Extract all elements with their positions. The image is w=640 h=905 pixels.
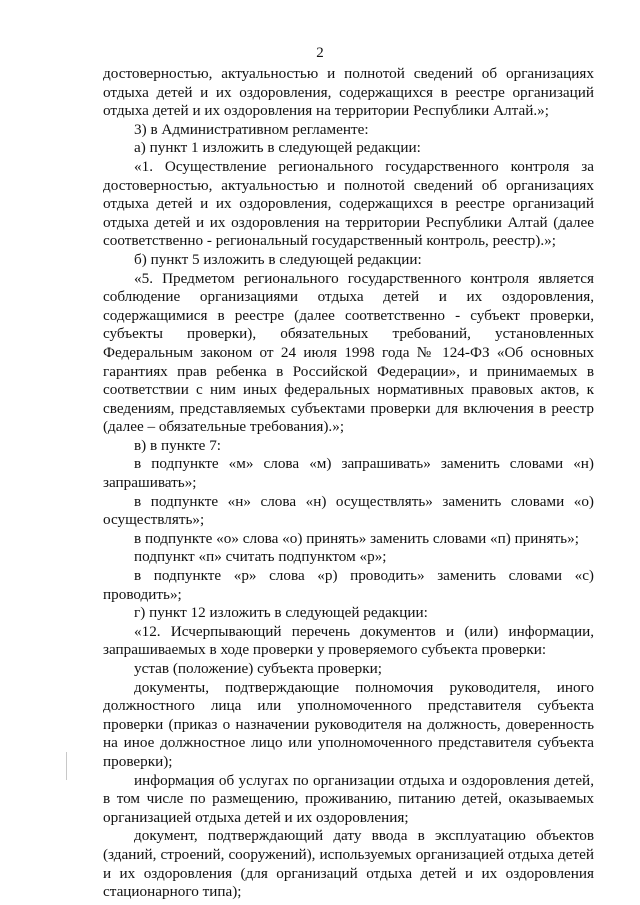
page-number: 2: [316, 45, 324, 61]
paragraph-list-authority-documents: документы, подтверждающие полномочия руководителя, иного должностного лица или уполномоченного представителя субъекта проверки (приказ о назначении руководителя на должность, доверенность на иное должностное лицо или уполномоченного представителя субъекта проверки);: [103, 678, 594, 770]
paragraph-continuation: достоверностью, актуальностью и полнотой сведений об организациях отдыха детей и их оздоровления, содержащихся в реестре организаций отдыха детей и их оздоровления на территории Республики Алтай.»;: [103, 65, 594, 120]
paragraph-subpoint-o: в подпункте «о» слова «о) принять» заменить словами «п) принять»;: [134, 529, 579, 547]
paragraph-subpoint-n: в подпункте «н» слова «н) осуществлять» заменить словами «о) осуществлять»;: [103, 492, 594, 529]
paragraph-list-charter: устав (положение) субъекта проверки;: [134, 660, 382, 677]
paragraph-item-3: 3) в Административном регламенте:: [134, 120, 369, 138]
paragraph-subpoint-p: подпункт «п» считать подпунктом «р»;: [134, 548, 387, 566]
paragraph-subitem-a: а) пункт 1 изложить в следующей редакции:: [134, 139, 421, 157]
paragraph-subpoint-m: в подпункте «м» слова «м) запрашивать» заменить словами «н) запрашивать»;: [103, 455, 594, 492]
document-body: [103, 65, 594, 902]
paragraph-subitem-g: г) пункт 12 изложить в следующей редакции:: [134, 604, 428, 622]
paragraph-clause-5: «5. Предметом регионального государственного контроля является соблюдение организациями отдыха детей и их оздоровления, содержащимися в реестре (далее соответственно - субъект проверки, субъекты проверки), обязательных требований, установленных Федеральным законом от 24 июля 1998 года № 124-ФЗ «Об основных гарантиях прав ребенка в Российской Федерации», и принимаемых в соответствии с ним иных федеральных нормативных правовых актов, к сведениям, представляемых субъектами проверки для включения в реестр (далее – обязательные требования).»;: [103, 269, 594, 436]
paragraph-list-commissioning-document: документ, подтверждающий дату ввода в эксплуатацию объектов (зданий, строений, сооружений), используемых организацией отдыха детей и их оздоровления (для организаций отдыха детей и их оздоровления стационарного типа);: [103, 827, 594, 901]
paragraph-subitem-v: в) в пункте 7:: [134, 436, 222, 454]
paragraph-clause-1: «1. Осуществление регионального государственного контроля за достоверностью, актуальностью и полнотой сведений об организациях отдыха детей и их оздоровления, содержащихся в реестре организаций отдыха детей и их оздоровления на территории Республики Алтай (далее соответственно - региональный государственный контроль, реестр).»;: [103, 157, 594, 250]
paragraph-list-services-info: информация об услугах по организации отдыха и оздоровления детей, в том числе по размещению, проживанию, питанию детей, оказываемых организацией отдыха детей и их оздоровления;: [103, 771, 594, 826]
paragraph-clause-12: «12. Исчерпывающий перечень документов и (или) информации, запрашиваемых в ходе проверки у проверяемого субъекта проверки:: [103, 622, 594, 659]
scan-mark: [66, 752, 67, 780]
paragraph-subitem-b: б) пункт 5 изложить в следующей редакции:: [134, 250, 422, 268]
paragraph-subpoint-r: в подпункте «р» слова «р) проводить» заменить словами «с) проводить»;: [103, 567, 594, 603]
